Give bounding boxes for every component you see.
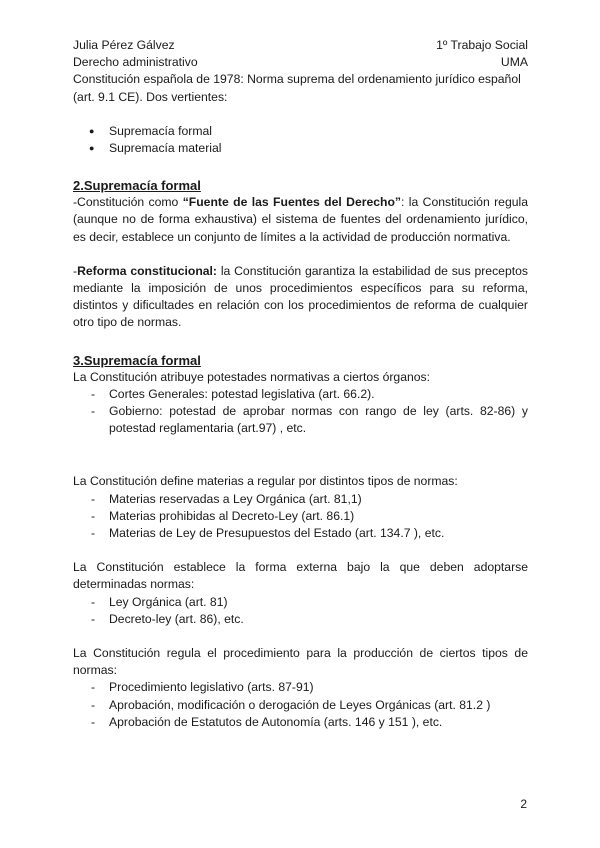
- list-item: - Gobierno: potestad de aprobar normas con rango de ley (arts. 82-86) y potestad reglamentaria (art.97) , etc.: [73, 403, 528, 437]
- block-4-intro: La Constitución regula el procedimiento para la producción de ciertos tipos de normas:: [73, 646, 528, 678]
- list-item: - Procedimiento legislativo (arts. 87-91): [73, 679, 528, 696]
- section-3-heading: 3.Supremacía formal: [73, 352, 201, 368]
- intro-bullet-list: [73, 123, 528, 157]
- list-item: - Aprobación de Estatutos de Autonomía (arts. 146 y 151 ), etc.: [73, 714, 528, 731]
- page-number: 2: [520, 797, 527, 811]
- list-item: - Materias reservadas a Ley Orgánica (art. 81,1): [73, 491, 528, 508]
- course-label: 1º Trabajo Social: [436, 38, 528, 52]
- block-2-list: [73, 491, 528, 543]
- intro-paragraph: Constitución española de 1978: Norma suprema del ordenamiento jurídico español (art. 9.1 CE). Dos vertientes:: [73, 72, 521, 104]
- section-2-heading: 2.Supremacía formal: [73, 178, 201, 194]
- list-item: ● Supremacía material: [73, 140, 528, 157]
- block-3-list: [73, 594, 528, 628]
- document-page: [73, 37, 528, 731]
- section-2-paragraph-1: -Constitución como “Fuente de las Fuentes del Derecho”: la Constitución regula (aunque no de forma exhaustiva) el sistema de fuentes del ordenamiento jurídico, es decir, establece un conjunto de límites a la actividad de producción normativa.: [73, 195, 528, 244]
- list-item: - Materias prohibidas al Decreto-Ley (art. 86.1): [73, 508, 528, 525]
- block-3-intro: La Constitución establece la forma externa bajo la que deben adoptarse determinadas normas:: [73, 560, 528, 592]
- block-2-intro: La Constitución define materias a regular por distintos tipos de normas:: [73, 474, 458, 489]
- list-item: ● Supremacía formal: [73, 123, 528, 140]
- block-4-list: [73, 679, 528, 731]
- university-label: UMA: [500, 55, 528, 70]
- list-item: - Aprobación, modificación o derogación de Leyes Orgánicas (art. 81.2 ): [73, 697, 528, 714]
- list-item: - Ley Orgánica (art. 81): [73, 594, 528, 611]
- subject-label: Derecho administrativo: [73, 55, 198, 70]
- author-name: Julia Pérez Gálvez: [73, 38, 175, 52]
- block-1-list: [73, 386, 528, 438]
- block-1-intro: La Constitución atribuye potestades normativas a ciertos órganos:: [73, 369, 431, 384]
- section-2-paragraph-2: -Reforma constitucional: la Constitución garantiza la estabilidad de sus preceptos mediante la imposición de unos procedimientos específicos para su reforma, distintos y dificultades en relación con los procedimientos de reforma de cualquier otro tipo de normas.: [73, 263, 528, 330]
- header-row-2: [73, 54, 528, 71]
- header-row-1: [73, 37, 528, 54]
- list-item: - Cortes Generales: potestad legislativa (art. 66.2).: [73, 386, 528, 403]
- list-item: - Materias de Ley de Presupuestos del Estado (art. 134.7 ), etc.: [73, 525, 528, 542]
- list-item: - Decreto-ley (art. 86), etc.: [73, 611, 528, 628]
